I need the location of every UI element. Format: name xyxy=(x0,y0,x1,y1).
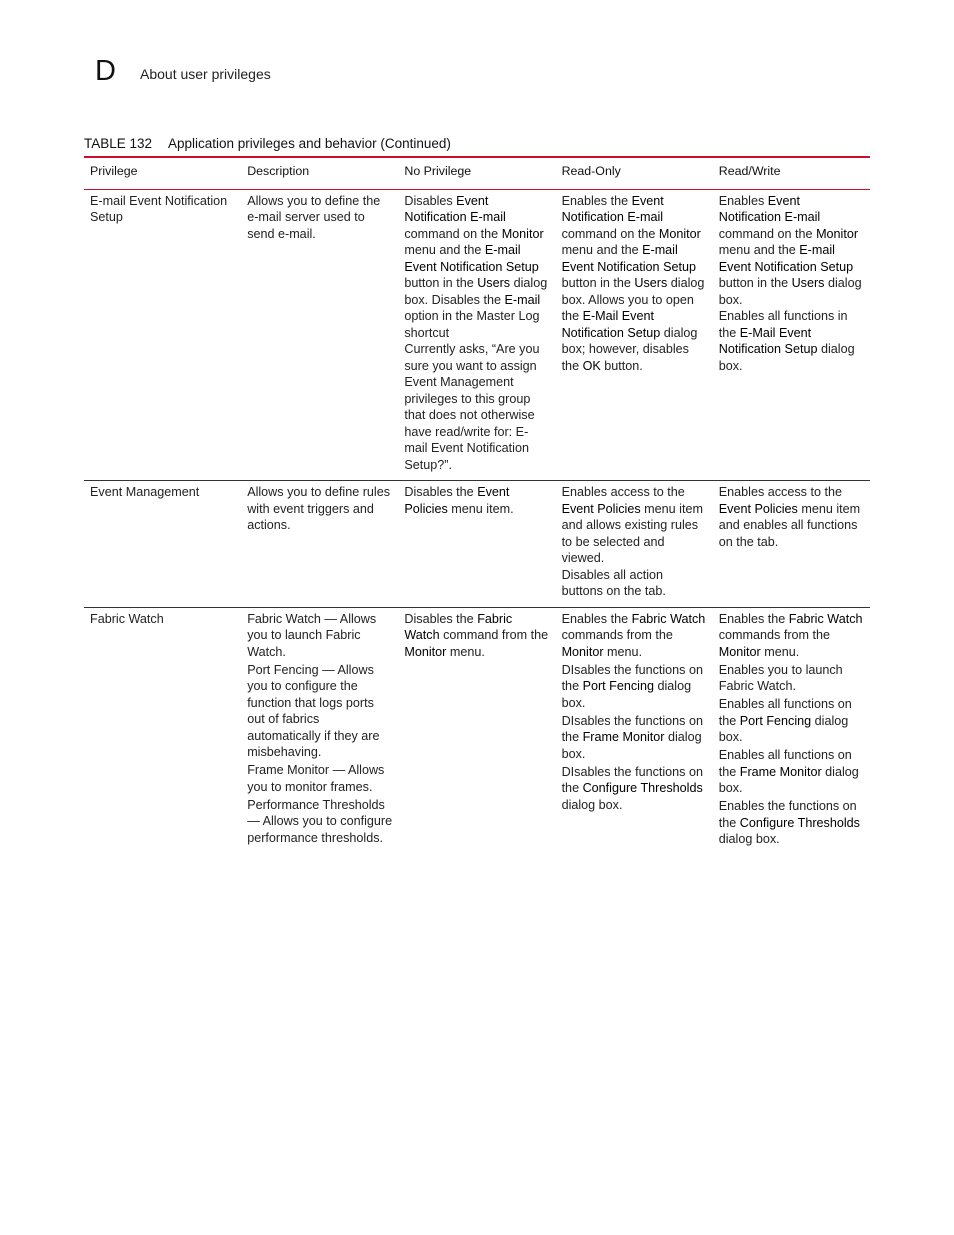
description-text: Fabric Watch — Allows you to launch Fabric Watch. xyxy=(247,611,377,659)
read-write-cell xyxy=(713,189,870,481)
no-privilege-cell xyxy=(398,607,555,855)
read-only-text: Enables the Fabric Watch commands from the Monitor menu. xyxy=(561,611,706,659)
read-only-cell xyxy=(556,607,713,855)
no-privilege-text: Disables the Fabric Watch command from the Monitor menu. xyxy=(404,611,549,659)
table-header-row xyxy=(84,157,870,189)
read-only-text: Enables the Event Notification E-mail command on the Monitor menu and the E-mail Event Notification Setup button in the Users dialog box. Allows you to open the E-Mail Event Notification Setup dialog box; however, disables the OK button. xyxy=(561,193,705,373)
read-write-text: Enables all functions on the Port Fencing dialog box. xyxy=(718,697,852,744)
read-only-text: DIsables the functions on the Configure Thresholds dialog box. xyxy=(561,764,703,812)
read-write-cell xyxy=(713,481,870,608)
read-write-cell xyxy=(713,607,870,855)
description-cell xyxy=(241,607,398,855)
description-text: Performance Thresholds — Allows you to configure performance thresholds. xyxy=(247,797,393,845)
table-row xyxy=(84,481,870,608)
no-privilege-note: Currently asks, “Are you sure you want to assign Event Management privileges to this group that does not otherwise have read/write for: E-mail Event Notification Setup?”. xyxy=(404,342,540,472)
read-only-cell xyxy=(556,189,713,481)
no-privilege-cell xyxy=(398,189,555,481)
table-caption xyxy=(84,135,451,153)
read-only-text: DIsables the functions on the Frame Monitor dialog box. xyxy=(561,713,703,761)
running-head: About user privileges xyxy=(140,66,271,82)
privilege-cell: Event Management xyxy=(84,481,241,608)
read-only-cell xyxy=(556,481,713,608)
table-row xyxy=(84,607,870,855)
privilege-cell: E-mail Event Notification Setup xyxy=(84,189,241,481)
read-only-text: Enables access to the Event Policies menu item and allows existing rules to be selected and viewed. xyxy=(561,485,703,565)
read-only-text: Disables all action buttons on the tab. xyxy=(561,567,666,598)
table-row xyxy=(84,189,870,481)
column-header-description: Description xyxy=(241,157,398,189)
table-title: Application privileges and behavior (Continued) xyxy=(168,136,451,151)
privileges-table xyxy=(84,156,870,855)
read-write-text: Enables Event Notification E-mail command on the Monitor menu and the E-mail Event Notification Setup button in the Users dialog box. xyxy=(718,193,862,307)
read-write-text: Enables all functions in the E-Mail Event Notification Setup dialog box. xyxy=(718,309,855,373)
read-write-text: Enables all functions on the Frame Monitor dialog box. xyxy=(718,748,859,795)
column-header-no-privilege: No Privilege xyxy=(398,157,555,189)
column-header-read-only: Read-Only xyxy=(556,157,713,189)
read-write-text: Enables the functions on the Configure Thresholds dialog box. xyxy=(718,799,860,846)
privilege-cell: Fabric Watch xyxy=(90,611,164,626)
column-header-privilege: Privilege xyxy=(84,157,241,189)
read-write-text: Enables access to the Event Policies menu item and enables all functions on the tab. xyxy=(718,485,861,549)
description-text: Port Fencing — Allows you to configure the function that logs ports out of fabrics automatically if they are misbehaving. xyxy=(247,662,380,759)
read-write-text: Enables you to launch Fabric Watch. xyxy=(718,662,843,693)
no-privilege-text: Disables the Event Policies menu item. xyxy=(404,485,514,516)
read-only-text: DIsables the functions on the Port Fencing dialog box. xyxy=(561,662,703,710)
description-cell: Allows you to define rules with event triggers and actions. xyxy=(241,481,398,608)
table-number: TABLE 132 xyxy=(84,136,153,151)
chapter-letter: D xyxy=(95,55,116,87)
no-privilege-cell xyxy=(398,481,555,608)
description-cell: Allows you to define the e-mail server used to send e-mail. xyxy=(241,189,398,481)
read-write-text: Enables the Fabric Watch commands from the Monitor menu. xyxy=(718,611,863,659)
column-header-read-write: Read/Write xyxy=(713,157,870,189)
description-text: Frame Monitor — Allows you to monitor frames. xyxy=(247,763,385,794)
no-privilege-text: Disables Event Notification E-mail command on the Monitor menu and the E-mail Event Notification Setup button in the Users dialog box. Disables the E-mail option in the Master Log shortcut xyxy=(404,193,548,340)
